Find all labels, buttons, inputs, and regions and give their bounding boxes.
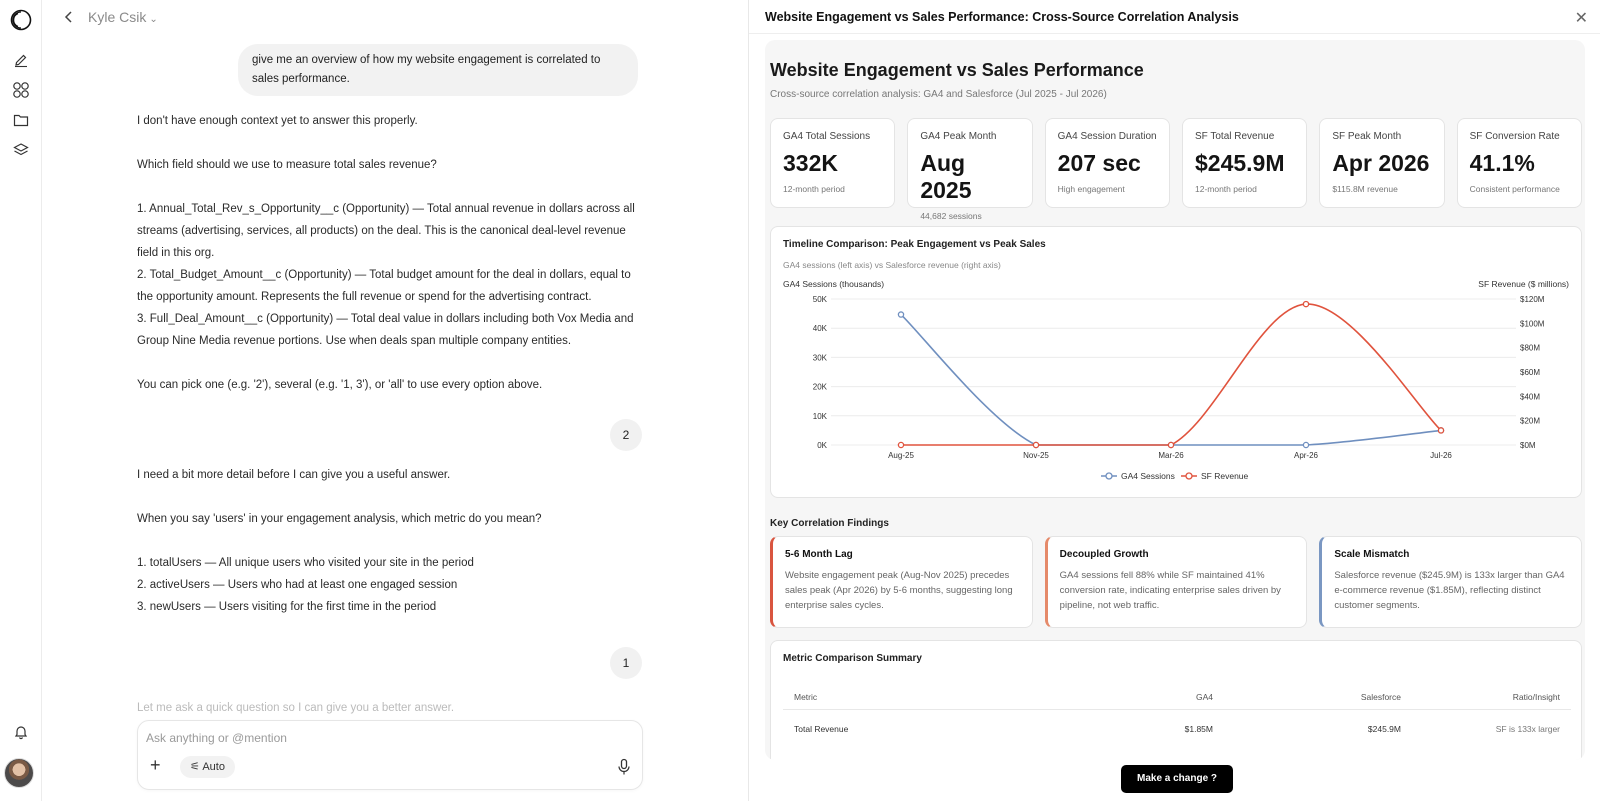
kpi-value: Apr 2026: [1332, 150, 1430, 176]
bell-icon[interactable]: [9, 720, 33, 744]
legend-marker: [1106, 473, 1112, 479]
kpi-label: SF Total Revenue: [1194, 131, 1275, 142]
data-point: [1303, 442, 1308, 447]
data-point: [1303, 302, 1308, 307]
data-point: [898, 312, 903, 317]
chevron-down-icon: ⌄: [149, 14, 158, 25]
message-line: [137, 486, 647, 508]
user-reply-pill: 1: [610, 647, 642, 679]
table-header-cell: Ratio/Insight: [1512, 692, 1560, 702]
finding-card: [770, 536, 1033, 628]
legend-label: GA4 Sessions: [1121, 471, 1175, 481]
kpi-card: [1319, 118, 1444, 208]
y-tick-right: $0M: [1520, 441, 1536, 450]
findings-row: [770, 536, 1582, 628]
table-header-cell: Metric: [794, 692, 818, 702]
y-tick-right: $20M: [1520, 416, 1541, 426]
y-tick-left: 0K: [817, 441, 827, 450]
finding-card: [1045, 536, 1308, 628]
message-line: When you say 'users' in your engagement analysis, which metric do you mean?: [137, 513, 542, 525]
kpi-card: [1457, 118, 1582, 208]
kpi-card: [907, 118, 1032, 221]
sliders-icon: ⚟: [190, 761, 200, 773]
finding-title: 5-6 Month Lag: [785, 549, 853, 560]
user-name: Kyle Csik: [88, 9, 147, 25]
kpi-note: 44,682 sessions: [920, 211, 982, 221]
chart-subtitle: GA4 sessions (left axis) vs Salesforce revenue (right axis): [783, 260, 1001, 270]
y-axis-left-title: GA4 Sessions (thousands): [783, 279, 885, 289]
message-line: You can pick one (e.g. '2'), several (e.g. '1, 3'), or 'all' to use every option above.: [137, 379, 543, 391]
mode-label: Auto: [202, 761, 225, 773]
kpi-card: [1045, 118, 1170, 208]
kpi-note: Consistent performance: [1469, 184, 1560, 194]
chat-header: [42, 0, 748, 34]
kpi-card: [1182, 118, 1307, 208]
report: [765, 40, 1585, 760]
y-axis-right-title: SF Revenue ($ millions): [1478, 279, 1569, 289]
y-tick-left: 40K: [812, 324, 827, 334]
make-change-button[interactable]: Make a change ?: [1121, 765, 1233, 793]
finding-title: Scale Mismatch: [1334, 549, 1410, 560]
message-line: 1. totalUsers — All unique users who visited your site in the period: [137, 557, 474, 569]
y-tick-right: $120M: [1520, 295, 1545, 304]
timeline-chart-card: [770, 226, 1582, 498]
legend-marker: [1186, 473, 1192, 479]
message-line: 3. Full_Deal_Amount__c (Opportunity) — Total deal value in dollars including both Vox Media and Group Nine Media revenue portions. Use when deals span multiple company entities.: [137, 313, 634, 347]
table-cell: $1.85M: [1184, 724, 1213, 734]
layers-icon[interactable]: [9, 138, 33, 162]
add-attachment-button[interactable]: +: [150, 755, 161, 775]
assistant-message-faded: Let me ask a quick question so I can give you a better answer.: [137, 702, 455, 714]
message-line: 3. newUsers — Users visiting for the first time in the period: [137, 601, 437, 613]
panel-header: [749, 0, 1600, 34]
message-line: 2. activeUsers — Users who had at least one engaged session: [137, 579, 458, 591]
kpi-note: High engagement: [1057, 184, 1125, 194]
kpi-row: [770, 118, 1582, 221]
table-cell: Total Revenue: [794, 724, 849, 734]
y-tick-right: $100M: [1520, 319, 1545, 329]
finding-body: Salesforce revenue ($245.9M) is 133x larger than GA4 e-commerce revenue ($1.85M), reflecting distinct customer segments.: [1334, 570, 1565, 611]
x-tick-label: Mar-26: [1158, 451, 1184, 460]
kpi-value: 41.1%: [1469, 150, 1535, 176]
kpi-note: 12-month period: [783, 184, 845, 194]
y-tick-left: 30K: [812, 353, 827, 363]
report-title: Website Engagement vs Sales Performance: [770, 60, 1144, 80]
apps-icon[interactable]: [9, 78, 33, 102]
kpi-value: 332K: [783, 150, 838, 176]
table-title: Metric Comparison Summary: [783, 653, 922, 664]
kpi-note: 12-month period: [1194, 184, 1257, 194]
panel-title: Website Engagement vs Sales Performance: Cross-Source Correlation Analysis: [765, 10, 1239, 24]
assistant-message: [137, 110, 647, 396]
table-row: [783, 718, 1571, 742]
message-line: [137, 176, 647, 198]
kpi-value: Aug 2025: [920, 150, 972, 203]
message-line: [137, 352, 647, 374]
message-line: I don't have enough context yet to answer this properly.: [137, 115, 418, 127]
table-header-cell: GA4: [1195, 692, 1213, 702]
x-tick-label: Apr-26: [1293, 451, 1319, 460]
finding-card: [1319, 536, 1582, 628]
data-point: [1033, 442, 1038, 447]
legend-label: SF Revenue: [1201, 471, 1249, 481]
microphone-icon[interactable]: [616, 758, 632, 776]
series-line-sf-revenue: [901, 304, 1441, 445]
timeline-chart: [771, 227, 1583, 499]
user-message: give me an overview of how my website engagement is correlated to sales performance.: [238, 44, 638, 96]
folder-icon[interactable]: [9, 108, 33, 132]
y-tick-left: 10K: [812, 411, 827, 421]
finding-title: Decoupled Growth: [1059, 549, 1149, 560]
user-switcher[interactable]: [88, 9, 158, 25]
y-tick-right: $40M: [1520, 392, 1541, 402]
finding-body: Website engagement peak (Aug-Nov 2025) precedes sales peak (Apr 2026) by 5-6 months, suggesting long enterprise sales cycles.: [785, 570, 1013, 611]
table-cell: $245.9M: [1367, 724, 1401, 734]
composer: [137, 720, 643, 790]
mode-selector-button[interactable]: [180, 756, 235, 778]
message-line: [137, 530, 647, 552]
message-line: Which field should we use to measure total sales revenue?: [137, 159, 437, 171]
kpi-label: GA4 Session Duration: [1057, 131, 1157, 142]
y-tick-left: 20K: [812, 382, 827, 392]
findings-title: Key Correlation Findings: [770, 518, 889, 529]
composer-input[interactable]: Ask anything or @mention: [146, 731, 287, 745]
message-line: [137, 132, 647, 154]
table-header: [783, 686, 1571, 710]
left-rail: [0, 0, 42, 801]
report-subtitle: Cross-source correlation analysis: GA4 and Salesforce (Jul 2025 - Jul 2026): [770, 89, 1107, 100]
x-tick-label: Aug-25: [888, 451, 914, 460]
kpi-label: GA4 Peak Month: [920, 131, 997, 142]
y-tick-left: 50K: [812, 295, 827, 304]
data-point: [1168, 442, 1173, 447]
kpi-card: [770, 118, 895, 208]
table-cell: SF is 133x larger: [1495, 724, 1560, 734]
chart-title: Timeline Comparison: Peak Engagement vs Peak Sales: [783, 239, 1046, 250]
finding-body: GA4 sessions fell 88% while SF maintained 41% conversion rate, indicating enterprise sales driven by pipeline, not web traffic.: [1059, 570, 1281, 611]
comparison-table-card: [770, 640, 1582, 760]
x-tick-label: Nov-25: [1023, 451, 1049, 460]
artifact-panel: [749, 0, 1600, 801]
message-line: 2. Total_Budget_Amount__c (Opportunity) — Total budget amount for the deal in dollars, equal to the opportunity amount. Represents the full revenue or spend for the advertising contract.: [137, 269, 631, 303]
kpi-value: $245.9M: [1194, 150, 1285, 176]
kpi-value: 207 sec: [1057, 150, 1141, 176]
close-icon[interactable]: ✕: [1574, 10, 1588, 27]
chat-pane: [42, 0, 748, 801]
edit-icon[interactable]: [9, 48, 33, 72]
y-tick-right: $60M: [1520, 368, 1541, 377]
table-header-cell: Salesforce: [1360, 692, 1401, 702]
kpi-note: $115.8M revenue: [1332, 184, 1398, 194]
assistant-message: [137, 464, 647, 618]
kpi-label: SF Peak Month: [1332, 131, 1402, 142]
y-tick-right: $80M: [1520, 343, 1541, 353]
logo-icon[interactable]: [9, 8, 33, 32]
user-reply-pill: 2: [610, 419, 642, 451]
data-point: [1438, 428, 1443, 433]
kpi-label: SF Conversion Rate: [1469, 131, 1560, 142]
message-line: I need a bit more detail before I can give you a useful answer.: [137, 469, 451, 481]
x-tick-label: Jul-26: [1430, 451, 1452, 460]
back-arrow-icon[interactable]: [60, 8, 78, 26]
message-line: 1. Annual_Total_Rev_s_Opportunity__c (Opportunity) — Total annual revenue in dollars across all streams (advertising, services, all products) on the deal. This is the canonical deal-level revenue field in this org.: [137, 203, 635, 259]
kpi-label: GA4 Total Sessions: [783, 131, 871, 142]
avatar[interactable]: [4, 758, 34, 788]
data-point: [898, 442, 903, 447]
